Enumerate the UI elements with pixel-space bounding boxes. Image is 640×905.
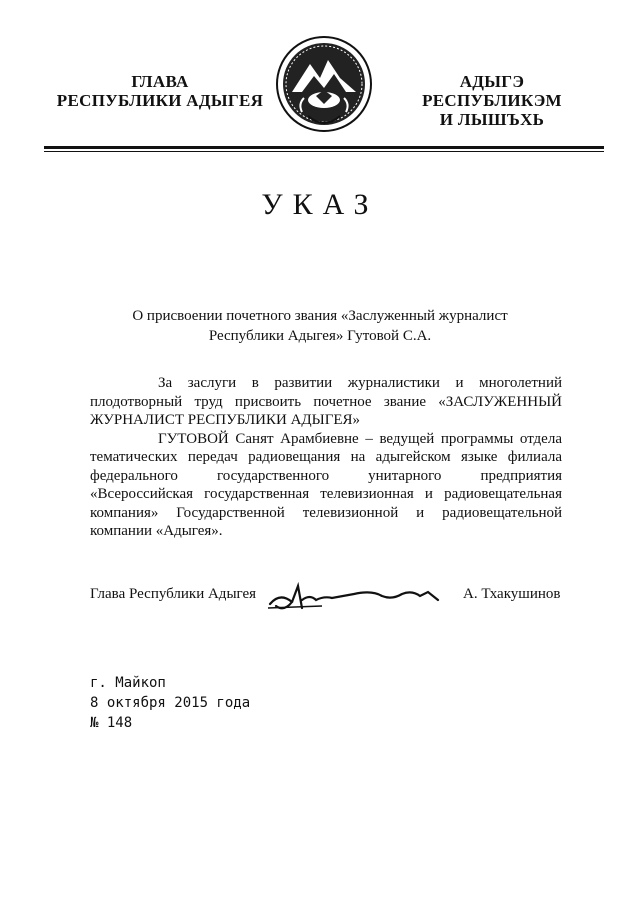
subject-line2: Республики Адыгея» Гутовой С.А. [208, 328, 432, 344]
coat-of-arms-icon [272, 34, 376, 138]
document-place: г. Майкоп [90, 675, 166, 691]
header-left-line1: ГЛАВА [131, 72, 189, 91]
header-left-line2: РЕСПУБЛИКИ АДЫГЕЯ [56, 91, 264, 110]
header-right-title [392, 72, 592, 129]
document-place-date-number [90, 673, 250, 733]
header-right-line2: И ЛЫШЪХЬ [439, 110, 545, 129]
signer-name: А. Тхакушинов [463, 586, 561, 602]
header-right-line1: АДЫГЭ РЕСПУБЛИКЭМ [422, 72, 562, 110]
subject-line1: О присвоении почетного звания «Заслуженный журналист [132, 308, 508, 324]
document-number: № 148 [90, 715, 133, 731]
header-divider-thin [44, 151, 604, 152]
document-date: 8 октября 2015 года [90, 695, 251, 711]
header-divider-thick [44, 146, 604, 149]
header-left-title [40, 72, 280, 110]
signer-title: Глава Республики Адыгея [90, 586, 257, 602]
document-title: УКАЗ [261, 188, 379, 221]
body-paragraph-1: За заслуги в развитии журналистики и многолетний плодотворный труд присвоить почетное звание «ЗАСЛУЖЕННЫЙ ЖУРНАЛИСТ РЕСПУБЛИКИ АДЫГЕЯ» [90, 375, 562, 428]
handwritten-signature [262, 578, 452, 614]
body-paragraph-2: ГУТОВОЙ Санят Арамбиевне – ведущей программы отдела тематических передач радиовещания на адыгейском языке филиала федерального государственного унитарного предприятия «Всероссийская государственная телевизионная и радиовещательная компания» Государственной телевизионной и радиовещательной компании «Адыгея». [90, 430, 562, 539]
document-subject [100, 306, 540, 346]
document-body [90, 374, 562, 541]
